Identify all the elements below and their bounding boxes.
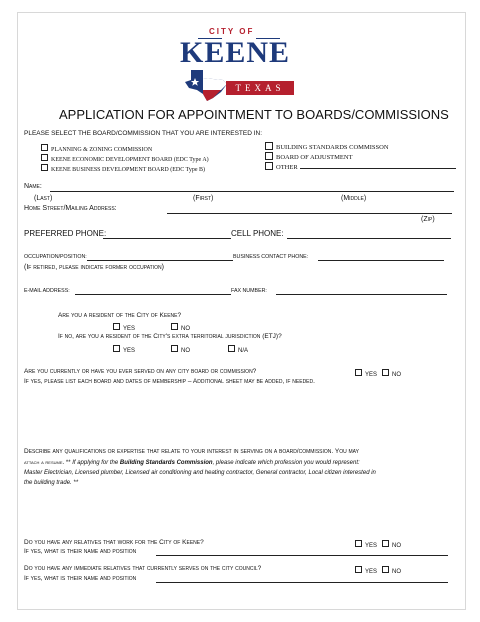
business-phone-input-line[interactable]: [318, 260, 444, 261]
relatives-council-input-line[interactable]: [156, 582, 448, 583]
fax-input-line[interactable]: [276, 294, 447, 295]
resident-yes-option[interactable]: YES: [113, 323, 135, 332]
checkbox-icon: [265, 152, 273, 160]
logo-texas-banner: TEXAS: [226, 81, 294, 95]
preferred-phone-input-line[interactable]: [103, 238, 231, 239]
cell-phone-label: CELL PHONE:: [231, 229, 284, 238]
checkbox-icon: [265, 142, 273, 150]
retired-note: (If retired, please indicate former occupation): [24, 264, 164, 271]
board-service-question: Are you currently or have you ever served on any city board or commission?: [24, 368, 257, 375]
relatives-city-follow-up: If yes, what is their name and position: [24, 548, 137, 555]
fax-label: FAX NUMBER:: [231, 288, 267, 294]
qualifications-line-3: Master Electrician, Licensed plumber, Licensed air conditioning and heating contractor, General contractor, Local citizen interested in: [24, 470, 376, 476]
relatives-council-yes-option[interactable]: YES: [355, 566, 377, 575]
checkbox-icon: [41, 154, 48, 161]
name-input-line[interactable]: [50, 191, 454, 192]
logo-city-of: CITY OF: [209, 27, 255, 36]
board-service-no-option[interactable]: NO: [382, 369, 401, 378]
other-input-line[interactable]: [300, 168, 456, 169]
relatives-city-question: Do you have any relatives that work for the City of Keene?: [24, 539, 204, 546]
home-address-input-line[interactable]: [167, 213, 452, 214]
option-board-of-adjustment[interactable]: BOARD OF ADJUSTMENT: [265, 152, 353, 161]
home-address-label: Home Street/Mailing Address:: [24, 205, 117, 212]
middle-name-label: (Middle): [341, 195, 367, 202]
email-input-line[interactable]: [75, 294, 231, 295]
option-edc-type-a[interactable]: KEENE ECONOMIC DEVELOPMENT BOARD (EDC Type A): [41, 154, 209, 163]
qualifications-line-4: the building trade. **: [24, 480, 79, 486]
checkbox-icon: [265, 162, 273, 170]
zip-label: (Zip): [421, 216, 435, 223]
relatives-city-no-option[interactable]: NO: [382, 540, 401, 549]
checkbox-icon: [382, 540, 389, 547]
board-select-prompt: PLEASE SELECT THE BOARD/COMMISSION THAT YOU ARE INTERESTED IN:: [24, 130, 263, 137]
preferred-phone-label: PREFERRED PHONE:: [24, 229, 107, 238]
business-phone-label: BUSINESS CONTACT PHONE:: [233, 254, 309, 260]
name-label: Name:: [24, 183, 42, 190]
option-planning-zoning[interactable]: PLANNING & ZONING COMMISSION: [41, 144, 152, 153]
form-title: APPLICATION FOR APPOINTMENT TO BOARDS/COMMISSIONS: [59, 107, 449, 122]
checkbox-icon: [382, 369, 389, 376]
checkbox-icon: [41, 164, 48, 171]
occupation-label: OCCUPATION/POSITION:: [24, 254, 87, 260]
etj-no-option[interactable]: NO: [171, 345, 190, 354]
board-service-yes-option[interactable]: YES: [355, 369, 377, 378]
form-page: [17, 12, 466, 610]
option-edc-type-b[interactable]: KEENE BUSINESS DEVELOPMENT BOARD (EDC Type B): [41, 164, 205, 173]
checkbox-icon: [355, 369, 362, 376]
checkbox-icon: [171, 345, 178, 352]
checkbox-icon: [113, 323, 120, 330]
checkbox-icon: [113, 345, 120, 352]
resident-no-option[interactable]: NO: [171, 323, 190, 332]
board-service-note: If yes, please list each board and dates of membership – Additional sheet may be added, if needed.: [24, 378, 315, 385]
occupation-input-line[interactable]: [87, 260, 233, 261]
checkbox-icon: [355, 566, 362, 573]
logo-keene: KEENE: [180, 36, 291, 69]
relatives-council-question: Do you have any immediate relatives that currently serves on the city council?: [24, 565, 262, 572]
first-name-label: (First): [193, 195, 214, 202]
option-other[interactable]: OTHER: [265, 162, 298, 171]
checkbox-icon: [355, 540, 362, 547]
etj-na-option[interactable]: N/A: [228, 345, 248, 354]
resident-question: Are you a resident of the City of Keene?: [58, 312, 182, 319]
checkbox-icon: [41, 144, 48, 151]
email-label: E-MAIL ADDRESS:: [24, 288, 70, 294]
checkbox-icon: [171, 323, 178, 330]
relatives-council-follow-up: If yes, what is their name and position: [24, 575, 137, 582]
etj-question: If no, are you a resident of the City's extra territorial jurisdiction (ETJ)?: [58, 333, 282, 340]
checkbox-icon: [382, 566, 389, 573]
relatives-city-input-line[interactable]: [156, 555, 448, 556]
cell-phone-input-line[interactable]: [287, 238, 451, 239]
qualifications-line-2: attach a resume. ** If applying for the Building Standards Commission, please indicate which profession you would represent:: [24, 460, 360, 466]
etj-yes-option[interactable]: YES: [113, 345, 135, 354]
relatives-city-yes-option[interactable]: YES: [355, 540, 377, 549]
qualifications-line-1: Describe any qualifications or expertise that relate to your interest in serving on a board/commission. You may: [24, 448, 359, 455]
texas-flag-map-icon: [183, 68, 229, 102]
relatives-council-no-option[interactable]: NO: [382, 566, 401, 575]
checkbox-icon: [228, 345, 235, 352]
option-building-standards[interactable]: BUILDING STANDARDS COMMISSON: [265, 142, 389, 151]
last-name-label: (Last): [34, 195, 53, 202]
